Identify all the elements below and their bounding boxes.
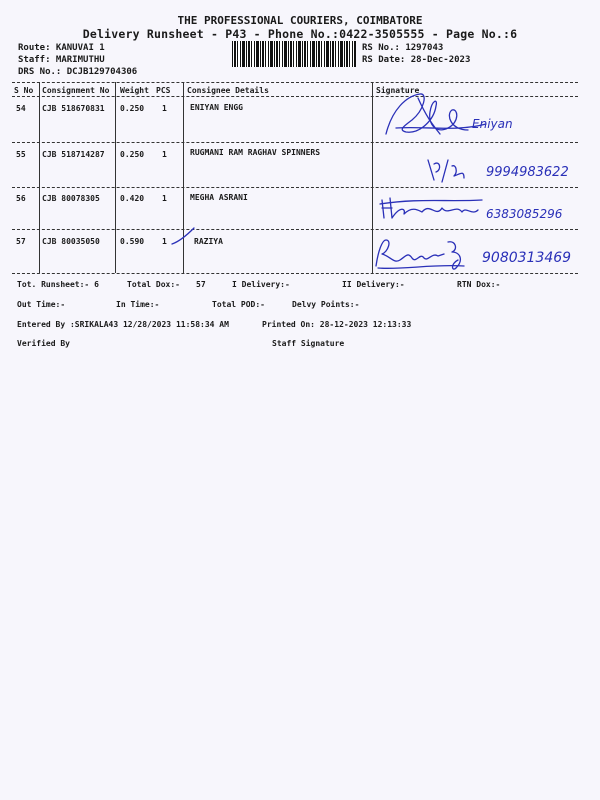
row-divider: [12, 229, 578, 230]
column-divider: [115, 82, 116, 273]
tick-mark: [168, 226, 198, 248]
rtn-dox-label: RTN Dox:-: [457, 280, 501, 289]
row-weight: 0.250: [120, 104, 145, 113]
row-consignment: CJB 80035050: [42, 237, 100, 246]
column-header-signature: Signature: [376, 86, 420, 95]
signature-text: Eniyan: [472, 117, 513, 131]
runsheet-subtitle: Delivery Runsheet - P43 - Phone No.:0422-3505555 - Page No.:6: [82, 27, 518, 41]
row-divider: [12, 187, 578, 188]
row-sno: 56: [16, 194, 26, 203]
table-top-rule: [12, 82, 578, 83]
row-weight: 0.420: [120, 194, 145, 203]
verified-by-label: Verified By: [17, 339, 70, 348]
drs-number: DRS No.: DCJB129704306: [18, 67, 138, 77]
handwritten-signature-row-57: [372, 234, 594, 274]
row-pcs: 1: [162, 237, 167, 246]
column-divider: [39, 82, 40, 273]
row-consignment: CJB 80078305: [42, 194, 100, 203]
out-time-label: Out Time:-: [17, 300, 66, 309]
row-consignment: CJB 518714287: [42, 150, 105, 159]
printed-on: Printed On: 28-12-2023 12:13:33: [262, 320, 412, 329]
column-header-weight: Weight: [120, 86, 149, 95]
signature-text: 6383085296: [486, 207, 563, 221]
total-pod-label: Total POD:-: [212, 300, 265, 309]
handwritten-signature-row-56: [378, 192, 598, 226]
row-consignee: ENIYAN ENGG: [190, 103, 243, 112]
in-time-label: In Time:-: [116, 300, 160, 309]
row-weight: 0.590: [120, 237, 145, 246]
rs-date: RS Date: 28-Dec-2023: [362, 55, 471, 65]
column-header-consignee: Consignee Details: [187, 86, 269, 95]
column-header-pcs: PCS: [156, 86, 171, 95]
total-runsheet: Tot. Runsheet:- 6: [17, 280, 99, 289]
row-consignee: MEGHA ASRANI: [190, 193, 248, 202]
column-header-consignment: Consignment No: [42, 86, 110, 95]
total-dox-label: Total Dox:-: [127, 280, 180, 289]
row-consignee: RAZIYA: [194, 237, 223, 246]
ii-delivery-label: II Delivery:-: [342, 280, 405, 289]
handwritten-note-row-55: [420, 152, 600, 186]
row-sno: 55: [16, 150, 26, 159]
row-sno: 57: [16, 237, 26, 246]
row-pcs: 1: [162, 150, 167, 159]
entered-by: Entered By :SRIKALA43 12/28/2023 11:58:34 AM: [17, 320, 229, 329]
rs-number: RS No.: 1297043: [362, 43, 444, 53]
row-sno: 54: [16, 104, 26, 113]
row-consignee: RUGMANI RAM RAGHAV SPINNERS: [190, 148, 321, 157]
column-header-sno: S No: [14, 86, 34, 95]
signature-text: 9994983622: [486, 165, 569, 180]
row-consignment: CJB 518670831: [42, 104, 105, 113]
row-weight: 0.250: [120, 150, 145, 159]
staff-signature-label: Staff Signature: [272, 339, 345, 348]
row-pcs: 1: [162, 194, 167, 203]
signature-text: 9080313469: [482, 250, 572, 266]
i-delivery-label: I Delivery:-: [232, 280, 290, 289]
total-dox-value: 57: [196, 280, 206, 289]
handwritten-signature-row-54: [376, 90, 546, 146]
row-pcs: 1: [162, 104, 167, 113]
staff-label: Staff: MARIMUTHU: [18, 55, 105, 65]
barcode-image: [232, 41, 356, 67]
delivery-points-label: Delvy Points:-: [292, 300, 360, 309]
company-title: THE PROFESSIONAL COURIERS, COIMBATORE: [177, 14, 423, 27]
route-label: Route: KANUVAI 1: [18, 43, 105, 53]
